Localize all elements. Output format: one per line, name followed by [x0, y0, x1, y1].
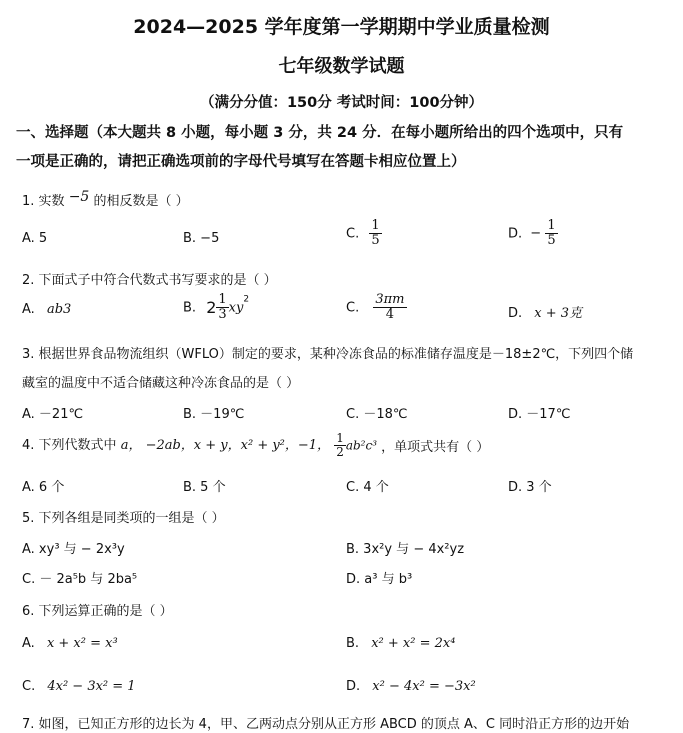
question-1-option-a: A. 5 [22, 231, 48, 246]
question-3-stem-line1: 3. 根据世界食品物流组织（WFLO）制定的要求，某种冷冻食品的标准储存温度是－18±2℃，下列四个储 [22, 347, 634, 362]
section-heading-line1: 一、选择题（本大题共 8 小题，每小题 3 分，共 24 分．在每小题所给出的四个选项中，只有 [16, 125, 624, 141]
denominator: 4 [385, 307, 395, 323]
option-c-label: C. [22, 679, 36, 694]
question-4-option-b: B. 5 个 [183, 480, 226, 495]
fraction [334, 432, 346, 459]
fraction [216, 293, 228, 323]
option-c-label: C. [346, 226, 360, 242]
numerator: 1 [547, 218, 556, 233]
question-5-stem: 5. 下列各组是同类项的一组是（ ） [22, 511, 225, 526]
question-1-suffix: 的相反数是（ ） [93, 194, 189, 209]
option-c-label: C. [346, 300, 360, 316]
question-6-stem: 6. 下列运算正确的是（ ） [22, 604, 173, 619]
question-4-stem [22, 432, 489, 459]
question-2-option-c [346, 293, 407, 323]
expression: x + x² = x³ [46, 636, 118, 651]
numerator: 1 [336, 431, 344, 445]
question-6-option-b [346, 636, 455, 651]
denominator: 3 [218, 307, 227, 323]
question-2-option-d [508, 302, 582, 321]
question-5-option-b: B. 3x²y 与 − 4x²yz [346, 542, 465, 557]
question-2-stem: 2. 下面式子中符合代数式书写要求的是（ ） [22, 273, 277, 288]
question-1-option-b: B. −5 [183, 231, 220, 246]
question-1-stem [22, 190, 189, 209]
numerator: 3πm [375, 292, 405, 307]
question-1-option-c [346, 219, 382, 249]
numerator: 1 [218, 292, 227, 307]
question-4-option-a: A. 6 个 [22, 480, 65, 495]
fraction-tail: ab²c³ [345, 438, 378, 453]
question-7-stem-line1: 7. 如图，已知正方形的边长为 4，甲、乙两动点分别从正方形 ABCD 的顶点 A、C 同时沿正方形的边开始 [22, 717, 630, 732]
expression: 4x² − 3x² = 1 [47, 679, 136, 694]
question-3-option-d: D. －17℃ [508, 407, 571, 422]
option-d-label: D. [508, 226, 523, 242]
question-3-option-c: C. －18℃ [346, 407, 408, 422]
question-1-prefix: 1. 实数 [22, 194, 65, 209]
question-4-suffix: ，单项式共有（ ） [381, 440, 490, 456]
question-3-option-b: B. －19℃ [183, 407, 245, 422]
question-4-option-c: C. 4 个 [346, 480, 389, 495]
denominator: 5 [547, 233, 556, 249]
exam-title: 2024—2025 学年度第一学期期中学业质量检测 [133, 16, 550, 38]
question-3-stem-line2: 藏室的温度中不适合储藏这种冷冻食品的是（ ） [22, 376, 300, 391]
question-5-option-a: A. xy³ 与 − 2x³y [22, 542, 125, 557]
question-1-number: −5 [68, 189, 90, 205]
fraction [373, 293, 406, 323]
exam-subtitle: 七年级数学试题 [278, 56, 405, 77]
question-6-option-d [346, 679, 476, 694]
question-4-option-d: D. 3 个 [508, 480, 552, 495]
question-5-option-d: D. a³ 与 b³ [346, 572, 413, 587]
question-5-option-c: C. － 2a⁵b 与 2ba⁵ [22, 572, 138, 587]
exponent: 2 [243, 294, 250, 305]
expression: x² − 4x² = −3x² [372, 679, 476, 694]
option-b-label: B. [183, 300, 197, 316]
option-a-label: A. [22, 302, 35, 317]
question-2-option-a [22, 302, 71, 317]
expression: x² + x² = 2x⁴ [371, 636, 456, 651]
option-d-label: D. [346, 679, 361, 694]
integer-part: 2 [206, 298, 217, 318]
question-2-option-b [183, 293, 249, 323]
question-3-option-a: A. －21℃ [22, 407, 84, 422]
minus-sign: − [530, 226, 542, 242]
option-d-label: D. [508, 306, 523, 321]
option-a-label: A. [22, 636, 35, 651]
expression: x + 3克 [534, 306, 583, 321]
section-heading-line2: 一项是正确的，请把正确选项前的字母代号填写在答题卡相应位置上） [16, 154, 466, 170]
variable: xy [228, 300, 244, 316]
question-6-option-c [22, 679, 136, 694]
question-4-expressions: a， −2ab，x + y，x² + y²，−1， [120, 438, 331, 454]
denominator: 2 [336, 445, 344, 460]
fraction [369, 219, 381, 249]
numerator: 1 [371, 218, 380, 233]
exam-meta: （满分分值：150分 考试时间：100分钟） [199, 95, 484, 111]
denominator: 5 [371, 233, 380, 249]
option-b-label: B. [346, 636, 360, 651]
question-6-option-a [22, 636, 118, 651]
expression: ab3 [46, 302, 72, 317]
fraction [545, 219, 557, 249]
question-1-option-d [508, 219, 558, 249]
question-4-prefix: 4. 下列代数式中 [22, 438, 117, 454]
